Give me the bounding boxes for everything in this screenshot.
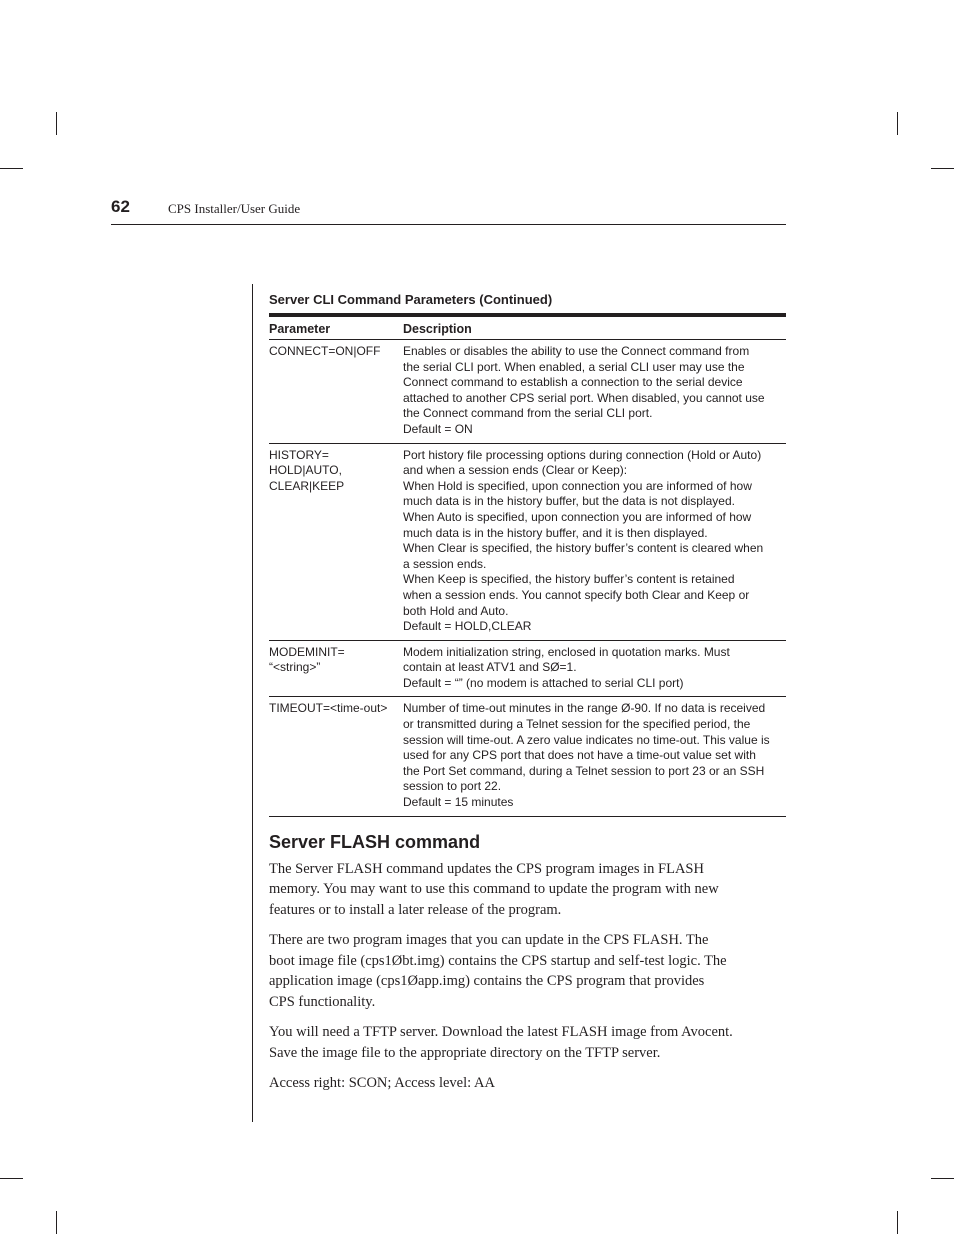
main-content bbox=[269, 291, 786, 1104]
description-line: When Hold is specified, upon connection you are informed of how bbox=[403, 478, 752, 493]
paragraph-line: The Server FLASH command updates the CPS program images in FLASH bbox=[269, 860, 704, 877]
table-title: Server CLI Command Parameters (Continued) bbox=[269, 292, 553, 307]
table-row bbox=[269, 443, 786, 640]
description-line: used for any CPS port that does not have a time-out value set with bbox=[403, 748, 756, 763]
description-line: Default = ON bbox=[403, 421, 473, 436]
paragraph-line: memory. You may want to use this command to update the program with new bbox=[269, 881, 719, 898]
paragraph-line: application image (cps1Øapp.img) contains the CPS program that provides bbox=[269, 973, 705, 990]
description-line: Enables or disables the ability to use the Connect command from bbox=[403, 344, 750, 358]
page-number: 62 bbox=[111, 197, 130, 216]
parameter-cell bbox=[269, 640, 403, 697]
description-line: Default = 15 minutes bbox=[403, 795, 514, 810]
description-cell bbox=[403, 697, 786, 816]
crop-mark bbox=[897, 1211, 898, 1234]
table-row bbox=[269, 340, 786, 444]
description-cell bbox=[403, 640, 786, 697]
column-header-description: Description bbox=[403, 317, 786, 340]
description-line: the serial CLI port. When enabled, a serial CLI user may use the bbox=[403, 359, 745, 374]
column-header-parameter: Parameter bbox=[269, 317, 403, 340]
paragraph-line: Access right: SCON; Access level: AA bbox=[269, 1075, 495, 1092]
parameter-cell bbox=[269, 340, 403, 444]
description-line: Modem initialization string, enclosed in quotation marks. Must bbox=[403, 644, 730, 659]
paragraph-line: features or to install a later release of the program. bbox=[269, 901, 562, 918]
body-paragraph bbox=[269, 930, 786, 1012]
description-line: When Auto is specified, upon connection you are informed of how bbox=[403, 509, 752, 524]
table-row bbox=[269, 697, 786, 816]
description-cell bbox=[403, 443, 786, 640]
parameter-line: TIMEOUT=<time-out> bbox=[269, 701, 388, 716]
parameter-line: CONNECT=ON|OFF bbox=[269, 344, 381, 358]
parameter-cell bbox=[269, 697, 403, 816]
parameter-line: HISTORY= bbox=[269, 447, 329, 462]
parameter-line: “<string>” bbox=[269, 660, 321, 675]
description-line: When Keep is specified, the history buffer’s content is retained bbox=[403, 572, 735, 587]
description-line: both Hold and Auto. bbox=[403, 603, 509, 618]
body-paragraph bbox=[269, 859, 786, 921]
description-cell bbox=[403, 340, 786, 444]
running-head: CPS Installer/User Guide bbox=[168, 201, 301, 216]
paragraph-line: boot image file (cps1Øbt.img) contains the CPS startup and self-test logic. The bbox=[269, 952, 727, 969]
table-header-row bbox=[269, 317, 786, 340]
description-line: a session ends. bbox=[403, 556, 487, 571]
paragraph-line: Save the image file to the appropriate directory on the TFTP server. bbox=[269, 1044, 661, 1061]
parameter-line: MODEMINIT= bbox=[269, 644, 345, 659]
paragraph-line: CPS functionality. bbox=[269, 993, 376, 1010]
description-line: Number of time-out minutes in the range Ø-90. If no data is received bbox=[403, 701, 766, 716]
body-paragraph bbox=[269, 1073, 786, 1094]
description-line: much data is in the history buffer, and it is then displayed. bbox=[403, 525, 708, 540]
section-heading: Server FLASH command bbox=[269, 831, 481, 852]
body-paragraph bbox=[269, 1022, 786, 1063]
description-line: session will time-out. A zero value indicates no time-out. This value is bbox=[403, 732, 770, 747]
crop-mark bbox=[0, 1178, 23, 1179]
description-line: and when a session ends (Clear or Keep): bbox=[403, 463, 628, 478]
description-line: Default = “” (no modem is attached to serial CLI port) bbox=[403, 675, 684, 690]
parameters-table bbox=[269, 317, 786, 817]
table-body bbox=[269, 340, 786, 817]
description-line: when a session ends. You cannot specify both Clear and Keep or bbox=[403, 587, 750, 602]
crop-mark bbox=[56, 1211, 57, 1234]
crop-mark bbox=[0, 168, 23, 169]
paragraph-line: There are two program images that you can update in the CPS FLASH. The bbox=[269, 932, 709, 949]
description-line: Default = HOLD,CLEAR bbox=[403, 619, 532, 634]
parameter-line: HOLD|AUTO, bbox=[269, 463, 342, 478]
description-line: session to port 22. bbox=[403, 779, 502, 794]
description-line: Connect command to establish a connection to the serial device bbox=[403, 375, 743, 390]
crop-mark bbox=[931, 168, 954, 169]
description-line: contain at least ATV1 and SØ=1. bbox=[403, 660, 577, 675]
crop-mark bbox=[931, 1178, 954, 1179]
parameter-line: CLEAR|KEEP bbox=[269, 478, 345, 493]
paragraph-line: You will need a TFTP server. Download the latest FLASH image from Avocent. bbox=[269, 1024, 733, 1041]
header-rule bbox=[111, 224, 786, 225]
parameter-cell bbox=[269, 443, 403, 640]
description-line: much data is in the history buffer, but the data is not displayed. bbox=[403, 494, 735, 509]
crop-mark bbox=[897, 112, 898, 135]
margin-rule bbox=[252, 284, 253, 1122]
section-body bbox=[269, 859, 786, 1094]
description-line: or transmitted during a Telnet session for the specified period, the bbox=[403, 717, 751, 732]
crop-mark bbox=[56, 112, 57, 135]
description-line: attached to another CPS serial port. When disabled, you cannot use bbox=[403, 390, 765, 405]
table-row bbox=[269, 640, 786, 697]
description-line: Port history file processing options during connection (Hold or Auto) bbox=[403, 447, 762, 462]
description-line: the Port Set command, during a Telnet session to port 23 or an SSH bbox=[403, 763, 765, 778]
description-line: the Connect command from the serial CLI port. bbox=[403, 406, 653, 421]
description-line: When Clear is specified, the history buffer’s content is cleared when bbox=[403, 541, 764, 556]
